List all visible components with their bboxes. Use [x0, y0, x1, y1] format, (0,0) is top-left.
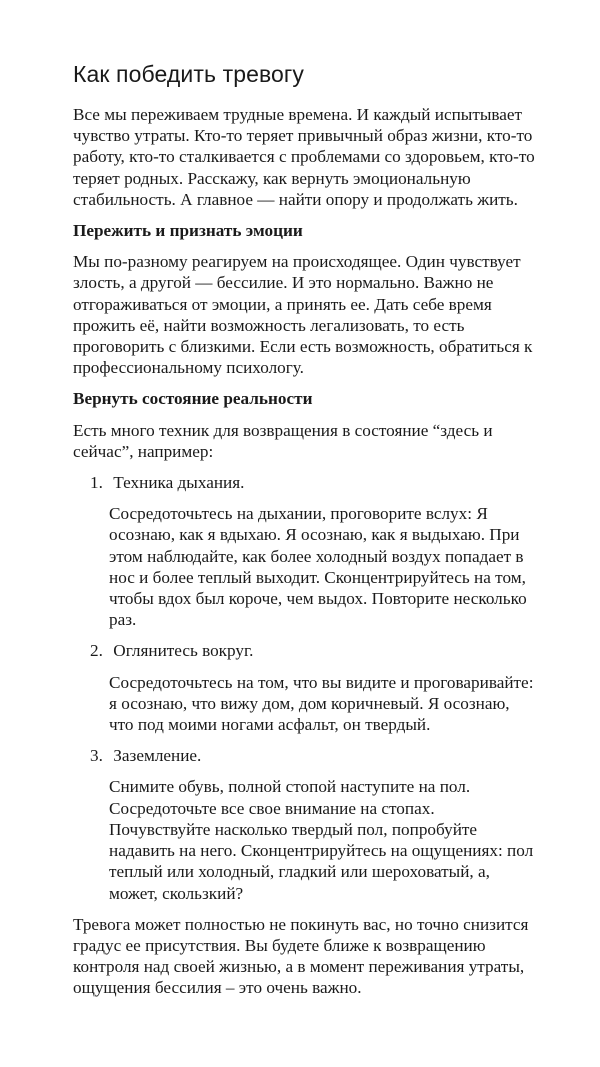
step-label: Техника дыхания. — [113, 473, 245, 493]
step-title — [73, 640, 535, 661]
step-label: Заземление. — [113, 746, 202, 766]
section-heading-reality: Вернуть состояние реальности — [73, 389, 313, 409]
techniques-list — [73, 472, 535, 904]
conclusion-paragraph: Тревога может полностью не покинуть вас, но точно снизится градус ее присутствия. Вы будете ближе к возвращению контроля над своей жизнью, а в момент переживания утраты, ощущения бессилия – это очень важно. — [73, 914, 529, 998]
section-text-reality: Есть много техник для возвращения в состояние “здесь и сейчас”, например: — [73, 420, 493, 461]
intro-paragraph: Все мы переживаем трудные времена. И каждый испытывает чувство утраты. Кто-то теряет привычный образ жизни, кто-то работу, кто-то сталкивается с проблемами со здоровьем, кто-то теряет родных. Расскажу, как вернуть эмоциональную стабильность. А главное — найти опору и продолжать жить. — [73, 105, 535, 209]
step-body: Сосредоточьтесь на дыхании, проговорите вслух: Я осознаю, как я вдыхаю. Я осознаю, как я выдыхаю. При этом наблюдайте, как более холодный воздух попадает в нос и более теплый выходит. Сконцентрируйтесь на том, чтобы вдох был короче, чем выдох. Повторите несколько раз. — [109, 504, 527, 630]
step-body: Сосредоточьтесь на том, что вы видите и проговаривайте: я осознаю, что вижу дом, дом коричневый. Я осознаю, что под моими ногами асфальт, он твердый. — [109, 672, 534, 735]
article — [73, 58, 535, 1009]
step-number: 1. — [90, 473, 103, 493]
step-body: Снимите обувь, полной стопой наступите на пол. Сосредоточьте все свое внимание на стопах. Почувствуйте насколько твердый пол, попробуйте надавить на него. Сконцентрируйтесь на ощущениях: пол теплый или холодный, гладкий или шероховатый, а, может, скользкий? — [109, 777, 534, 903]
article-title: Как победить тревогу — [73, 61, 305, 87]
step-label: Оглянитесь вокруг. — [113, 641, 254, 661]
section-text-emotions: Мы по-разному реагируем на происходящее. Один чувствует злость, а другой — бессилие. И это нормально. Важно не отгораживаться от эмоции, а принять ее. Дать себе время прожить её, найти возможность легализовать, то есть проговорить с близкими. Если есть возможность, обратиться к профессиональному психологу. — [73, 252, 533, 378]
step-title — [73, 472, 535, 493]
step-number: 3. — [90, 746, 103, 766]
step-title — [73, 745, 535, 766]
section-heading-emotions: Пережить и признать эмоции — [73, 221, 303, 241]
list-item — [73, 640, 535, 735]
list-item — [73, 472, 535, 630]
list-item — [73, 745, 535, 903]
step-number: 2. — [90, 641, 103, 661]
